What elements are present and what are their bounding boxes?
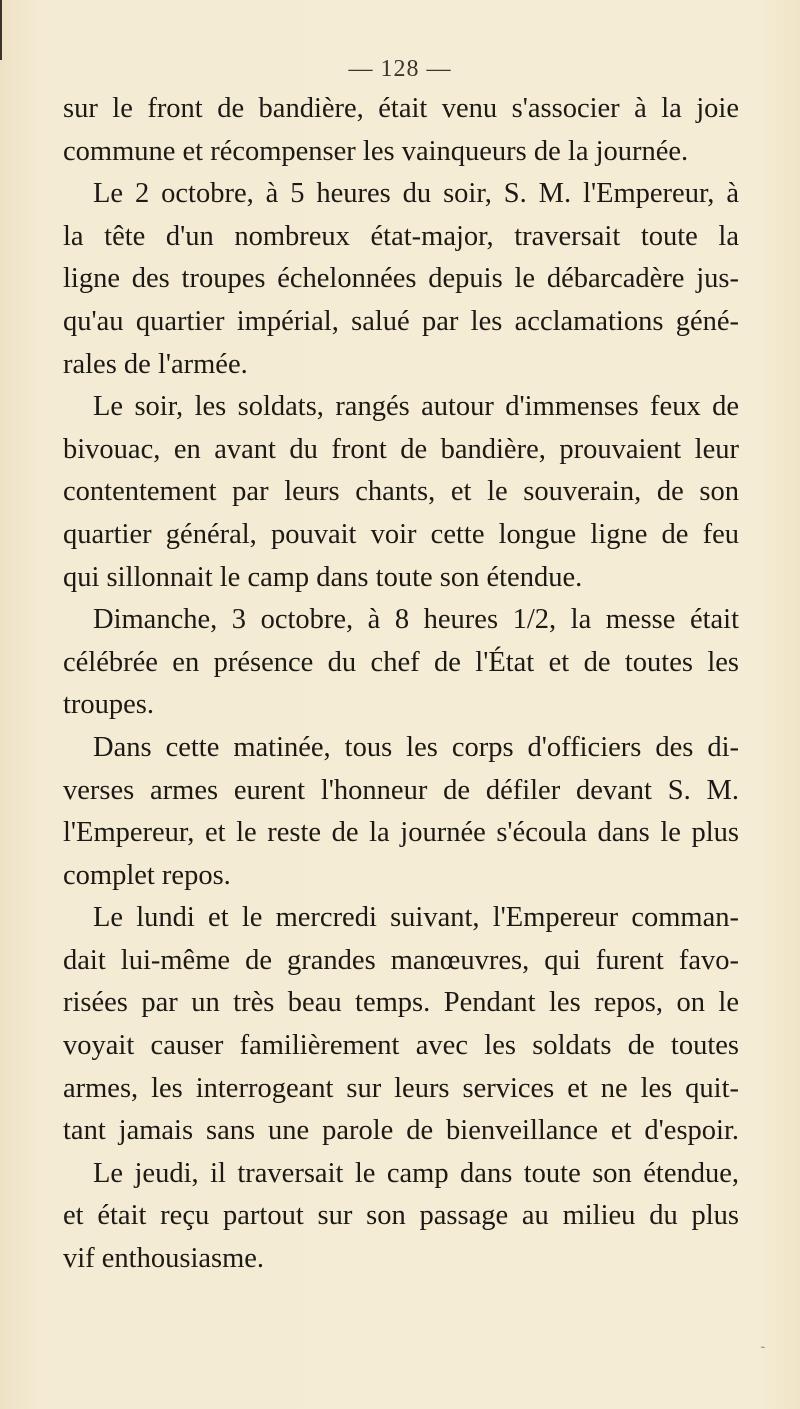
paragraph: [63, 599, 739, 727]
text-line: commune et récompenser les vainqueurs de la journée.: [63, 135, 689, 167]
text-line: Le lundi et le mercredi suivant, l'Empereur comman-: [93, 902, 739, 934]
paragraph: [63, 386, 739, 599]
text-line: Le 2 octobre, à 5 heures du soir, S. M. l'Empereur, à: [93, 178, 739, 210]
page-number: — 128 —: [348, 56, 452, 82]
text-line: qui sillonnait le camp dans toute son étendue.: [63, 561, 583, 593]
paragraph: [63, 897, 739, 1153]
text-line: qu'au quartier impérial, salué par les acclamations géné-: [63, 305, 739, 337]
paragraph: [63, 1153, 739, 1281]
scan-artifact-mark: ˎ: [751, 1329, 767, 1351]
text-line: Dans cette matinée, tous les corps d'officiers des di-: [93, 731, 739, 763]
text-line: célébrée en présence du chef de l'État et de toutes les: [63, 646, 739, 678]
text-line: et était reçu partout sur son passage au milieu du plus: [63, 1200, 739, 1232]
text-line: ligne des troupes échelonnées depuis le débarcadère jus-: [63, 263, 739, 295]
text-line: la tête d'un nombreux état-major, traversait toute la: [63, 220, 739, 252]
text-line: risées par un très beau temps. Pendant les repos, on le: [63, 987, 739, 1019]
text-line: quartier général, pouvait voir cette longue ligne de feu: [63, 518, 739, 550]
text-line: verses armes eurent l'honneur de défiler devant S. M.: [63, 774, 739, 806]
text-line: rales de l'armée.: [63, 348, 248, 380]
text-line: l'Empereur, et le reste de la journée s'écoula dans le plus: [63, 817, 739, 849]
paragraph: [63, 727, 739, 897]
text-line: voyait causer familièrement avec les soldats de toutes: [63, 1030, 739, 1062]
text-line: Le jeudi, il traversait le camp dans toute son étendue,: [93, 1157, 739, 1189]
text-line: sur le front de bandière, était venu s'associer à la joie: [63, 93, 739, 124]
text-line: troupes.: [63, 689, 155, 721]
text-line: vif enthousiasme.: [63, 1243, 265, 1275]
paragraph: [63, 88, 739, 173]
text-line: Le soir, les soldats, rangés autour d'immenses feux de: [93, 391, 739, 423]
text-line: armes, les interrogeant sur leurs services et ne les quit-: [63, 1072, 739, 1104]
paragraph: [63, 173, 739, 386]
text-line: tant jamais sans une parole de bienveillance et d'espoir.: [63, 1115, 739, 1147]
text-line: bivouac, en avant du front de bandière, prouvaient leur: [63, 433, 739, 465]
scan-edge-mark: [0, 0, 8, 60]
body-text: [63, 88, 739, 1281]
text-line: dait lui-même de grandes manœuvres, qui furent favo-: [63, 944, 739, 976]
text-line: Dimanche, 3 octobre, à 8 heures 1/2, la messe était: [93, 604, 739, 636]
text-line: complet repos.: [63, 859, 231, 891]
text-line: contentement par leurs chants, et le souverain, de son: [63, 476, 739, 508]
